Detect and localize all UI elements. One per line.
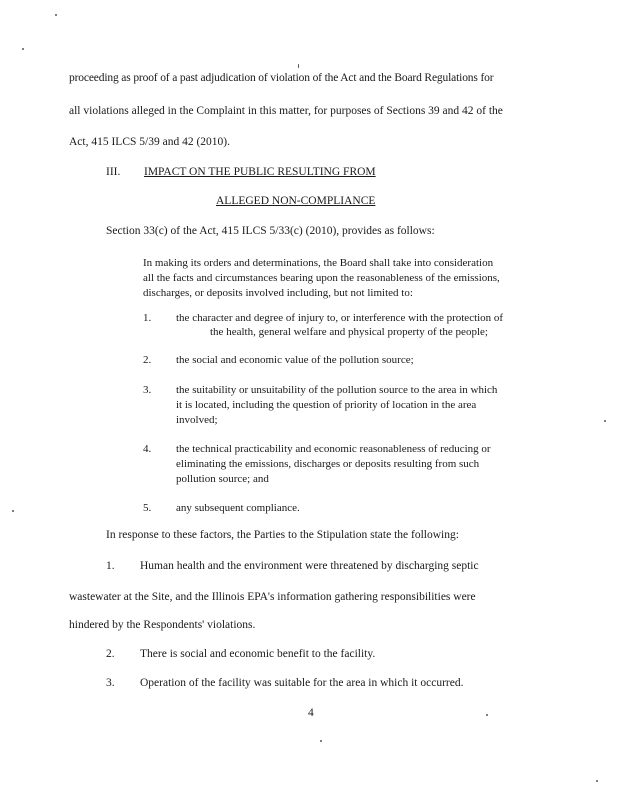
scan-speck	[596, 780, 598, 782]
quote-item-text: pollution source; and	[176, 473, 269, 485]
body-text-line: all violations alleged in the Complaint in this matter, for purposes of Sections 39 and 42 of the	[69, 105, 503, 117]
quote-item-number: 5.	[143, 502, 152, 514]
quote-item-text: it is located, including the question of priority of location in the area	[176, 399, 477, 411]
quote-item-text: the suitability or unsuitability of the pollution source to the area in which	[176, 384, 498, 396]
quote-item-text: the social and economic value of the pollution source;	[176, 354, 414, 366]
section-number: III.	[106, 166, 121, 178]
section-title: IMPACT ON THE PUBLIC RESULTING FROM	[144, 166, 376, 178]
finding-text: Human health and the environment were threatened by discharging septic	[140, 560, 479, 572]
scan-speck	[22, 48, 24, 50]
body-text-line: proceeding as proof of a past adjudication of violation of the Act and the Board Regulations for	[69, 72, 494, 84]
finding-text: Operation of the facility was suitable for the area in which it occurred.	[140, 677, 464, 689]
finding-number: 3.	[106, 677, 115, 689]
quote-item-text: involved;	[176, 414, 218, 426]
quote-item-text: the character and degree of injury to, or interference with the protection of	[176, 312, 504, 324]
scan-speck	[604, 420, 606, 422]
finding-text: wastewater at the Site, and the Illinois EPA's information gathering responsibilities were	[69, 591, 476, 603]
quote-item-text: eliminating the emissions, discharges or deposits resulting from such	[176, 458, 480, 470]
quote-line: all the facts and circumstances bearing upon the reasonableness of the emissions,	[143, 272, 500, 284]
body-text-line: Act, 415 ILCS 5/39 and 42 (2010).	[69, 136, 230, 148]
quote-item-number: 1.	[143, 312, 152, 324]
scan-speck	[55, 14, 57, 16]
finding-number: 1.	[106, 560, 115, 572]
quote-item-text: the technical practicability and economic reasonableness of reducing or	[176, 443, 491, 455]
scan-speck	[12, 510, 14, 512]
quote-line: discharges, or deposits involved including, but not limited to:	[143, 287, 413, 299]
quote-item-text: the health, general welfare and physical property of the people;	[210, 326, 488, 338]
section-title-continued: ALLEGED NON-COMPLIANCE	[216, 195, 376, 207]
quote-item-number: 3.	[143, 384, 152, 396]
quote-item-number: 2.	[143, 354, 152, 366]
page-number: 4	[308, 707, 314, 719]
quote-line: In making its orders and determinations, the Board shall take into consideration	[143, 257, 494, 269]
finding-text: hindered by the Respondents' violations.	[69, 619, 256, 631]
response-intro: In response to these factors, the Parties to the Stipulation state the following:	[106, 529, 459, 541]
quote-item-number: 4.	[143, 443, 152, 455]
statute-intro: Section 33(c) of the Act, 415 ILCS 5/33(c) (2010), provides as follows:	[106, 225, 435, 237]
quote-item-text: any subsequent compliance.	[176, 502, 300, 514]
scan-speck	[320, 740, 322, 742]
scan-speck	[298, 64, 299, 68]
scan-speck	[486, 714, 488, 716]
finding-number: 2.	[106, 648, 115, 660]
finding-text: There is social and economic benefit to the facility.	[140, 648, 376, 660]
